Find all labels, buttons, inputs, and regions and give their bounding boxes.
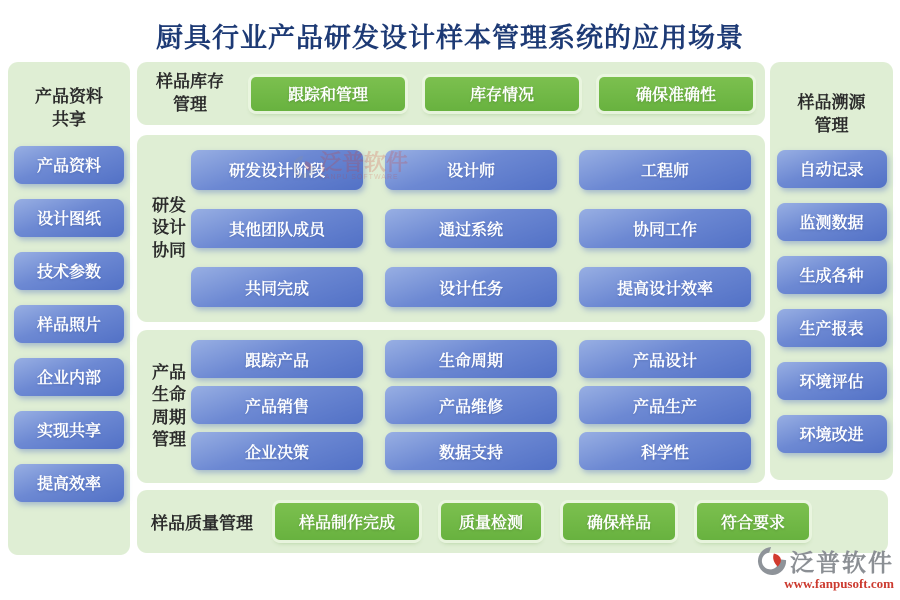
inventory-btn-track-manage[interactable]: 跟踪和管理 [251, 77, 405, 111]
right-panel-title: 样品溯源管理 [797, 93, 866, 135]
left-item-product-data[interactable]: 产品资料 [14, 146, 124, 184]
collab-btn-engineer[interactable]: 工程师 [579, 150, 751, 190]
right-item-environment-assess[interactable]: 环境评估 [777, 362, 887, 400]
right-item-monitor-data[interactable]: 监测数据 [777, 203, 887, 241]
left-item-enterprise-internal[interactable]: 企业内部 [14, 358, 124, 396]
inventory-section-label: 样品库存管理 [156, 72, 224, 114]
right-item-auto-record[interactable]: 自动记录 [777, 150, 887, 188]
quality-btn-sample-production-done[interactable]: 样品制作完成 [275, 503, 419, 540]
collab-btn-designer[interactable]: 设计师 [385, 150, 557, 190]
lifecycle-btn-product-production[interactable]: 产品生产 [579, 386, 751, 424]
lifecycle-btn-data-support[interactable]: 数据支持 [385, 432, 557, 470]
right-item-generate-various[interactable]: 生成各种 [777, 256, 887, 294]
inventory-btn-stock-status[interactable]: 库存情况 [425, 77, 579, 111]
sample-tracing-panel [770, 62, 893, 480]
lifecycle-btn-product-repair[interactable]: 产品维修 [385, 386, 557, 424]
collab-btn-collaborative-work[interactable]: 协同工作 [579, 209, 751, 249]
rd-design-collab-section [137, 135, 765, 322]
collab-btn-design-task[interactable]: 设计任务 [385, 267, 557, 307]
collab-btn-improve-design-efficiency[interactable]: 提高设计效率 [579, 267, 751, 307]
watermark-subtext: FANPU SOFTWARE [320, 174, 399, 181]
watermark-text: 泛普软件 [320, 150, 409, 175]
lifecycle-btn-product-design[interactable]: 产品设计 [579, 340, 751, 378]
collab-section-label: 研发设计协同 [152, 196, 186, 260]
lifecycle-button-grid [191, 330, 751, 483]
left-item-sample-photos[interactable]: 样品照片 [14, 305, 124, 343]
collab-btn-other-team-members[interactable]: 其他团队成员 [191, 209, 363, 249]
fanpu-logo-icon [757, 546, 787, 576]
right-item-environment-improve[interactable]: 环境改进 [777, 415, 887, 453]
left-item-design-drawings[interactable]: 设计图纸 [14, 199, 124, 237]
collab-button-grid [191, 135, 751, 322]
left-item-improve-efficiency[interactable]: 提高效率 [14, 464, 124, 502]
lifecycle-btn-track-product[interactable]: 跟踪产品 [191, 340, 363, 378]
inventory-btn-ensure-accuracy[interactable]: 确保准确性 [599, 77, 753, 111]
fanpu-logo-name: 泛普软件 [790, 550, 894, 577]
lifecycle-section-label: 产品生命周期管理 [152, 363, 186, 449]
left-item-achieve-sharing[interactable]: 实现共享 [14, 411, 124, 449]
collab-btn-through-system[interactable]: 通过系统 [385, 209, 557, 249]
quality-btn-ensure-sample[interactable]: 确保样品 [563, 503, 675, 540]
product-lifecycle-section [137, 330, 765, 483]
sample-inventory-section [137, 62, 765, 125]
lifecycle-btn-lifecycle[interactable]: 生命周期 [385, 340, 557, 378]
left-item-technical-params[interactable]: 技术参数 [14, 252, 124, 290]
quality-section-label: 样品质量管理 [151, 514, 253, 533]
lifecycle-btn-scientific[interactable]: 科学性 [579, 432, 751, 470]
left-panel-title: 产品资料共享 [35, 87, 103, 129]
right-item-production-report[interactable]: 生产报表 [777, 309, 887, 347]
collab-btn-complete-together[interactable]: 共同完成 [191, 267, 363, 307]
lifecycle-btn-product-sales[interactable]: 产品销售 [191, 386, 363, 424]
product-data-sharing-panel [8, 62, 130, 555]
page-title: 厨具行业产品研发设计样本管理系统的应用场景 [156, 23, 744, 53]
lifecycle-btn-enterprise-decision[interactable]: 企业决策 [191, 432, 363, 470]
fanpu-logo-url: www.fanpusoft.com [784, 576, 894, 591]
quality-btn-meet-requirements[interactable]: 符合要求 [697, 503, 809, 540]
quality-btn-quality-inspection[interactable]: 质量检测 [441, 503, 541, 540]
collab-btn-rd-design-stage[interactable]: 研发设计阶段 [191, 150, 363, 190]
fanpu-logo [757, 543, 894, 592]
